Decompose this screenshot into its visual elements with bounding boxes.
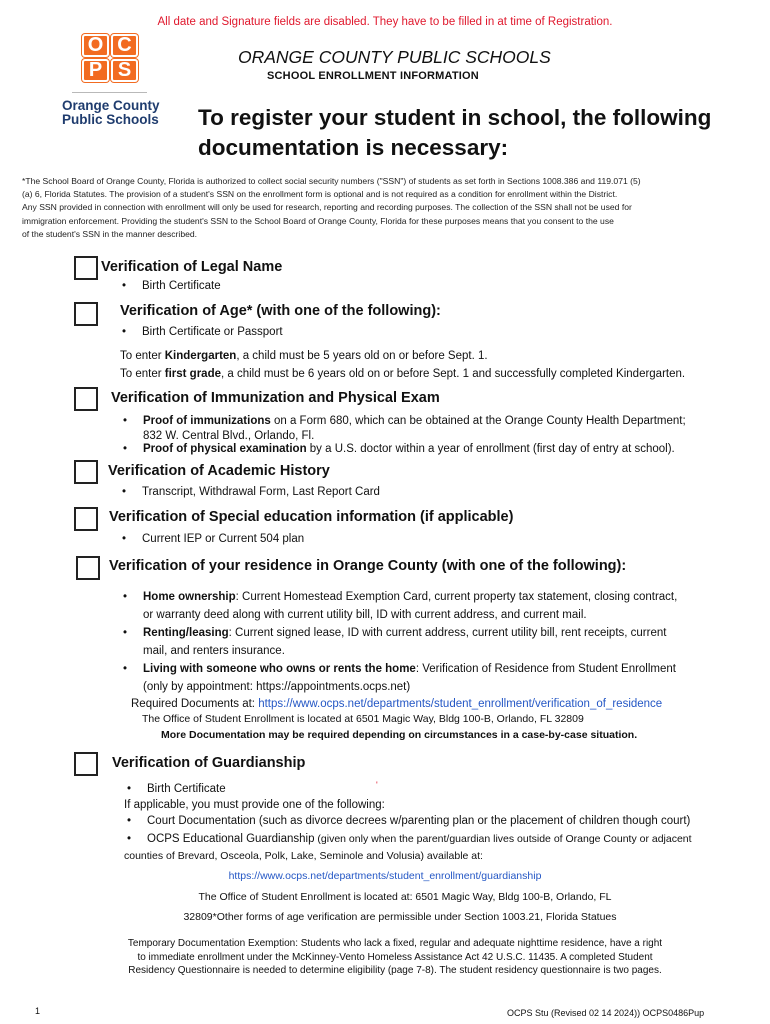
disclaimer-line: Any SSN provided in connection with enrollment will only be used for research, reporting and recording purposes. The collection of the SSN shall not be used for: [22, 202, 632, 213]
logo-text-line2: Public Schools: [62, 112, 159, 127]
guardianship-link-row: [0, 870, 770, 882]
logo-tile-o: O: [82, 34, 109, 57]
academic-heading: Verification of Academic History: [108, 463, 330, 479]
if-applicable-text: If applicable, you must provide one of the following:: [124, 799, 385, 811]
disclaimer-line: *The School Board of Orange County, Florida is authorized to collect social security numbers ("SSN") of students as set forth in Sections 1008.386 and 119.071 (5): [22, 176, 641, 186]
legal-name-checkbox[interactable]: [74, 256, 98, 280]
temporary-exemption: [0, 937, 770, 978]
physical-exam-bullet: • Proof of physical examination by a U.S. doctor within a year of enrollment (first day of entry at school).: [123, 443, 675, 455]
immunization-heading: Verification of Immunization and Physical Exam: [111, 390, 440, 406]
logo-tiles: [82, 34, 162, 82]
immunization-checkbox[interactable]: [74, 387, 98, 411]
guardianship-bullet: • Birth Certificate: [127, 783, 226, 795]
home-ownership-bullet: • Home ownership: Current Homestead Exemption Card, current property tax statement, closing contract, or warranty deed along with current utility bill, ID with current address, and current mail.: [123, 591, 678, 621]
academic-bullet: • Transcript, Withdrawal Form, Last Report Card: [122, 486, 380, 498]
logo-tile-p: P: [82, 59, 109, 82]
logo-tile-c: C: [111, 34, 138, 57]
academic-checkbox[interactable]: [74, 460, 98, 484]
residence-office: The Office of Student Enrollment is located at 6501 Magic Way, Bldg 100-B, Orlando, FL 32809: [142, 713, 584, 725]
immunization-bullet: • Proof of immunizations on a Form 680, which can be obtained at the Orange County Health Department; 832 W. Central Blvd., Orlando, Fl.: [123, 415, 686, 442]
court-documentation-bullet: • Court Documentation (such as divorce decrees w/parenting plan or the placement of children though court): [127, 815, 691, 827]
academic-bullet-text: Transcript, Withdrawal Form, Last Report Card: [142, 486, 380, 498]
age-checkbox[interactable]: [74, 302, 98, 326]
guardianship-counties: counties of Brevard, Osceola, Polk, Lake, Seminole and Volusia) available at:: [124, 850, 483, 862]
logo-tile-s: S: [111, 59, 138, 82]
ssn-disclaimer: [22, 175, 762, 241]
residence-heading: Verification of your residence in Orange County (with one of the following):: [109, 558, 627, 574]
kindergarten-rule: To enter Kindergarten, a child must be 5 years old on or before Sept. 1.: [120, 350, 488, 362]
disclaimer-line: immigration enforcement. Providing the student's SSN to the School Board of Orange County, Florida for these purposes means that you consent to the use: [22, 215, 614, 226]
special-ed-bullet-text: Current IEP or Current 504 plan: [142, 533, 305, 545]
age-heading: Verification of Age* (with one of the following):: [120, 303, 441, 319]
special-ed-checkbox[interactable]: [74, 507, 98, 531]
renting-bullet: • Renting/leasing: Current signed lease, ID with current address, current utility bill, rent receipts, current mail, and renters insurance.: [123, 627, 667, 657]
residence-link[interactable]: https://www.ocps.net/departments/student_enrollment/verification_of_residence: [258, 698, 663, 710]
ocps-logo: [62, 34, 162, 127]
age-verification-note: 32809*Other forms of age verification are permissible under Section 1003.21, Florida Statues: [183, 911, 617, 923]
required-documents: Required Documents at: https://www.ocps.net/departments/student_enrollment/verification_of_residence: [131, 698, 663, 710]
org-subtitle: SCHOOL ENROLLMENT INFORMATION: [267, 70, 479, 82]
residence-checkbox[interactable]: [76, 556, 100, 580]
logo-text-line1: Orange County: [62, 98, 160, 113]
guardianship-heading: Verification of Guardianship: [112, 755, 306, 771]
guardianship-link[interactable]: https://www.ocps.net/departments/student_enrollment/guardianship: [228, 870, 542, 882]
exemption-line: Temporary Documentation Exemption: Students who lack a fixed, regular and adequate nighttime residence, have a right: [127, 938, 663, 949]
page-headline: To register your student in school, the following documentation is necessary:: [198, 105, 712, 160]
special-ed-heading: Verification of Special education information (if applicable): [109, 509, 514, 525]
registration-notice: All date and Signature fields are disabled. They have to be filled in at time of Registration.: [157, 16, 613, 28]
living-with-owner-bullet: • Living with someone who owns or rents the home: Verification of Residence from Student Enrollment (only by appointment: https://appointments.ocps.net): [123, 663, 676, 693]
age-bullet-text: Birth Certificate or Passport: [142, 326, 283, 338]
legal-name-heading: Verification of Legal Name: [101, 259, 283, 275]
disclaimer-line: of the student's SSN in the manner described.: [22, 228, 198, 239]
guardianship-bullet-text: Birth Certificate: [147, 783, 226, 795]
exemption-line: to immediate enrollment under the McKinney-Vento Homeless Assistance Act 42 U.S.C. 11435. A completed Student: [137, 951, 653, 963]
guardianship-office: The Office of Student Enrollment is located at: 6501 Magic Way, Bldg 100-B, Orlando, FL: [198, 891, 612, 903]
age-bullet: • Birth Certificate or Passport: [122, 326, 283, 338]
exemption-line: Residency Questionnaire is needed to determine eligibility (page 7-8). The student residency questionnaire is two pages.: [128, 965, 662, 976]
more-docs-note: More Documentation may be required depending on circumstances in a case-by-case situation.: [161, 729, 638, 741]
guardianship-mark: ': [376, 780, 378, 790]
disclaimer-line: (a) 6, Florida Statutes. The provision of a student's SSN on the enrollment form is optional and is not required as a condition for enrollment within the District.: [22, 189, 618, 200]
first-grade-rule: To enter first grade, a child must be 6 years old on or before Sept. 1 and successfully completed Kindergarten.: [120, 368, 686, 380]
form-code: OCPS Stu (Revised 02 14 2024)) OCPS0486Pup: [507, 1008, 705, 1018]
logo-text: [62, 99, 162, 127]
educational-guardianship-bullet: • OCPS Educational Guardianship (given only when the parent/guardian lives outside of Orange County or adjacent: [127, 833, 692, 845]
legal-name-bullet-text: Birth Certificate: [142, 280, 221, 292]
page-number: 1: [35, 1006, 41, 1016]
org-title: ORANGE COUNTY PUBLIC SCHOOLS: [238, 47, 551, 67]
guardianship-checkbox[interactable]: [74, 752, 98, 776]
special-ed-bullet: • Current IEP or Current 504 plan: [122, 533, 305, 545]
logo-divider: [72, 92, 147, 93]
legal-name-bullet: • Birth Certificate: [122, 280, 221, 292]
